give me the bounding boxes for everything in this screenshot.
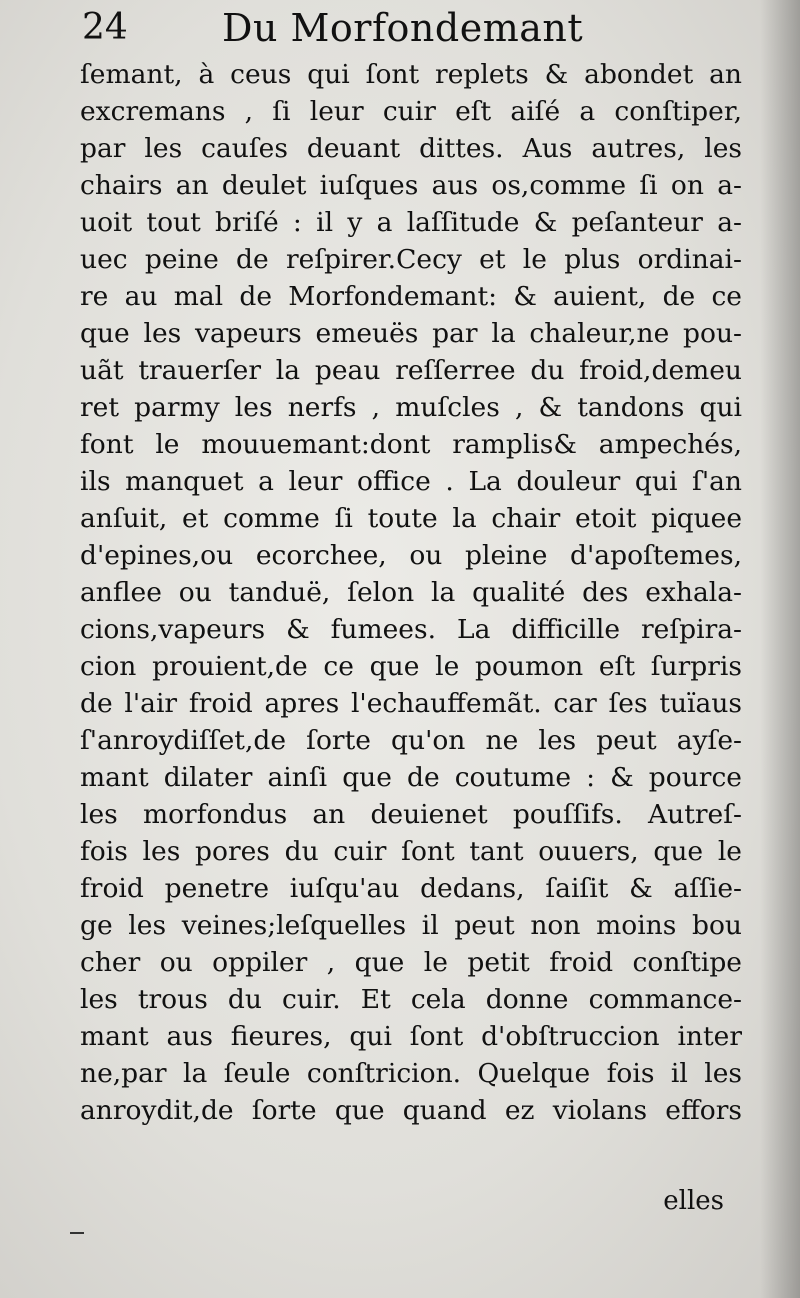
page-header [82,6,782,52]
text-line: les trous du cuir. Et cela donne commance- [80,984,742,1015]
text-line: par les cauſes deuant dittes. Aus autres, les [80,133,742,164]
text-line: chairs an deulet iuſques aus os,comme ſi on a- [80,170,742,201]
text-line: ne,par la ſeule conſtricion. Quelque fois il les [80,1058,742,1089]
text-line: d'epines,ou ecorchee, ou pleine d'apoſtemes, [80,540,742,571]
body-text [80,56,742,1129]
text-line: fois les pores du cuir ſont tant ouuers, que le [80,836,742,867]
text-line: mant dilater ainſi que de coutume : & pource [80,762,742,793]
text-line: mant aus fieures, qui ſont d'obſtruccion inter [80,1021,742,1052]
text-line: uãt trauerſer la peau reſſerree du froid,demeu [80,355,742,386]
text-line: anroydit,de ſorte que quand ez violans effors [80,1095,742,1126]
text-line: anſuit, et comme ſi toute la chair etoit piquee [80,503,742,534]
text-line: ge les veines;leſquelles il peut non moins bou [80,910,742,941]
margin-mark [70,1232,84,1234]
text-line: uoit tout briſé : il y a laſſitude & peſanteur a- [80,207,742,238]
text-line: ſemant, à ceus qui ſont replets & abondet an [80,59,742,90]
running-title: Du Morfondemant [222,6,584,50]
text-line: re au mal de Morfondemant: & auient, de ce [80,281,742,312]
text-line: uec peine de reſpirer.Cecy et le plus ordinai- [80,244,742,275]
text-line: que les vapeurs emeuës par la chaleur,ne pou- [80,318,742,349]
text-line: cion prouient,de ce que le poumon eſt ſurpris [80,651,742,682]
text-line: font le mouuemant:dont ramplis& ampechés, [80,429,742,460]
text-line: les morfondus an deuienet pouſſifs. Autreſ- [80,799,742,830]
text-line: froid penetre iuſqu'au dedans, ſaiſit & aſſie- [80,873,742,904]
text-line: anflee ou tanduë, ſelon la qualité des exhala- [80,577,742,608]
text-line: ſ'anroydiſſet,de ſorte qu'on ne les peut ayſe- [80,725,742,756]
catchword: elles [663,1186,724,1216]
page-number: 24 [82,7,128,48]
text-line: excremans , ſi leur cuir eſt aiſé a conſtiper, [80,96,742,127]
text-line: ils manquet a leur office . La douleur qui ſ'an [80,466,742,497]
text-line: cher ou oppiler , que le petit froid conſtipe [80,947,742,978]
page-edge-shadow [760,0,800,1298]
text-line: cions,vapeurs & fumees. La difficille reſpira- [80,614,742,645]
text-line: ret parmy les nerfs , muſcles , & tandons qui [80,392,742,423]
text-line: de l'air froid apres l'echauffemãt. car ſes tuïaus [80,688,742,719]
